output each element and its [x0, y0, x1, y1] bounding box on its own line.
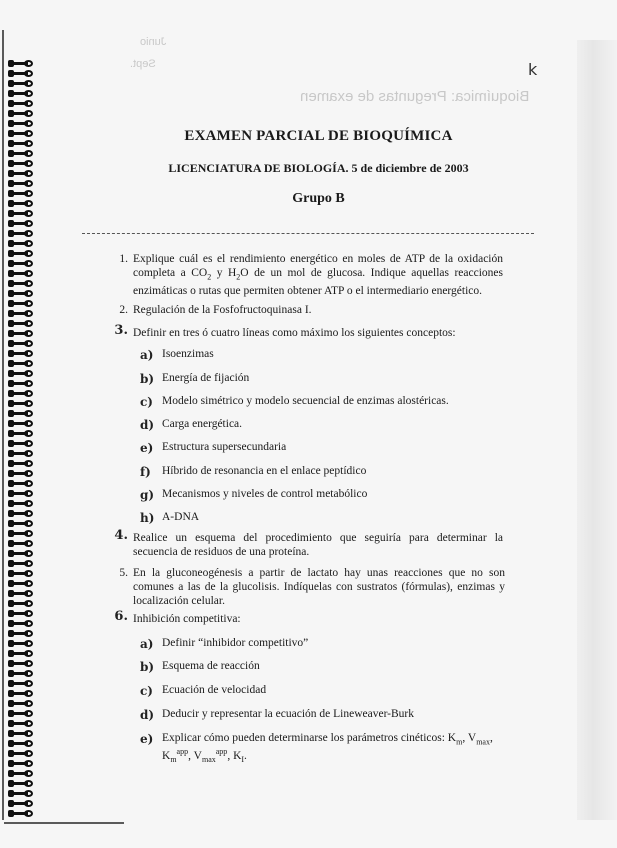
spiral-coil [6, 90, 36, 97]
page-edge-line [2, 30, 4, 820]
spiral-coil [6, 520, 36, 527]
spiral-coil [6, 330, 36, 337]
spiral-coil [6, 610, 36, 617]
spiral-coil [6, 720, 36, 727]
spiral-coil [6, 640, 36, 647]
spiral-coil [6, 670, 36, 677]
spiral-coil [6, 410, 36, 417]
spiral-coil [6, 750, 36, 757]
spiral-coil [6, 180, 36, 187]
spiral-coil [6, 790, 36, 797]
spiral-coil [6, 60, 36, 67]
question-number: 4. [114, 528, 128, 543]
spiral-coil [6, 730, 36, 737]
spiral-coil [6, 380, 36, 387]
question-text: Regulación de la Fosfofructoquinasa I. [133, 304, 312, 316]
spiral-coil [6, 390, 36, 397]
spiral-coil [6, 480, 36, 487]
spiral-coil [6, 240, 36, 247]
q6-item-e-line1: Explicar cómo pueden determinarse los parámetros cinéticos: $K_m$, $V_{max}$, [162, 732, 493, 747]
spiral-coil [6, 440, 36, 447]
spiral-coil [6, 290, 36, 297]
spiral-coil [6, 340, 36, 347]
question-number: 6. [114, 609, 128, 624]
scanned-page: Bioquímica: Preguntas de examen Junio Sept. k EXAMEN PARCIAL DE BIOQUÍMICA LICENCIATURA DE BIOLOGÍA. 5 de diciembre de 2003 Grupo B 1. Explique cuál es el rendimiento energético en moles de ATP de la oxidación completa a $CO_2$ y $H_2O$ de un mol de glucosa. Indique aquellas reacciones enzimáticas o rutas que permiten obtener ATP o el intermediario energético. 2. Regulación de la Fosfofructoquinasa I. 3. Definir en tres ó cuatro líneas como máximo los siguientes conceptos: a) Isoenzimas b) Energía de fijación c) Modelo simétrico y modelo secuencial de enzimas alostéricas. d) Carga energética. e) Estructura supersecundaria f) Híbrido de resonancia en el enlace peptídico g) Mecanismos y niveles de control metabólico h) A-DNA 4. Realice un esquema del procedimiento que seguiría para determinar la secuencia de residuos de una proteína. 5. En la gluconeogénesis a partir de lactato hay unas reacciones que no son comunes a las de la glucolisis. Indíquelas con sustratos (fórmulas), enzimas y localización celular. 6. Inhibición competitiva: a) Definir “inhibidor competitivo” b) Esquema de reacción c) Ecuación de velocidad d) Deducir y representar la ecuación de Lineweaver-Burk e) Explicar cómo pueden determinarse los parámetros cinéticos: $K_m$, $V_{max}$, $K_m^{app}$, $V_{max}^{app}$, $K_I$. [0, 0, 617, 848]
spiral-coil [6, 710, 36, 717]
spiral-coil [6, 230, 36, 237]
bleed-through-heading: Bioquímica: Preguntas de examen [300, 88, 530, 105]
spiral-coil [6, 700, 36, 707]
spiral-coil [6, 590, 36, 597]
spiral-coil [6, 810, 36, 817]
spiral-coil [6, 800, 36, 807]
exam-group: Grupo B [292, 191, 345, 206]
question-text: Inhibición competitiva: [133, 613, 241, 625]
page-bottom-edge [4, 822, 124, 824]
spiral-coil [6, 630, 36, 637]
question-text: Realice un esquema del procedimiento que seguiría para determinar la secuencia de residuos de una proteína. [133, 532, 503, 558]
spiral-coil [6, 540, 36, 547]
spiral-coil [6, 450, 36, 457]
question-text: Definir en tres ó cuatro líneas como máximo los siguientes conceptos: [133, 327, 456, 339]
question-number: 1. [119, 253, 128, 265]
spiral-coil [6, 780, 36, 787]
spiral-coil [6, 550, 36, 557]
spiral-coil [6, 120, 36, 127]
spiral-coil [6, 770, 36, 777]
spiral-coil [6, 260, 36, 267]
spiral-coil [6, 600, 36, 607]
spiral-coil [6, 560, 36, 567]
bleed-through-note-2: Sept. [130, 58, 156, 70]
spiral-coil [6, 220, 36, 227]
spiral-coil [6, 350, 36, 357]
spiral-coil [6, 310, 36, 317]
spiral-coil [6, 680, 36, 687]
question-number: 3. [114, 323, 128, 338]
header-divider [82, 233, 534, 234]
page-right-shadow [577, 40, 617, 820]
spiral-coil [6, 690, 36, 697]
spiral-coil [6, 420, 36, 427]
spiral-coil [6, 570, 36, 577]
spiral-coil [6, 360, 36, 367]
exam-title: EXAMEN PARCIAL DE BIOQUÍMICA [184, 128, 453, 144]
bleed-through-note-1: Junio [140, 36, 167, 48]
spiral-coil [6, 70, 36, 77]
q6-item-e-line2: $K_m^{app}$, $V_{max}^{app}$, $K_I$. [162, 747, 247, 765]
spiral-coil [6, 530, 36, 537]
spiral-coil [6, 80, 36, 87]
spiral-coil [6, 150, 36, 157]
spiral-coil [6, 740, 36, 747]
spiral-coil [6, 430, 36, 437]
spiral-coil [6, 620, 36, 627]
spiral-coil [6, 470, 36, 477]
exam-subtitle: LICENCIATURA DE BIOLOGÍA. 5 de diciembre de 2003 [168, 161, 469, 175]
spiral-coil [6, 280, 36, 287]
spiral-coil [6, 490, 36, 497]
spiral-coil [6, 650, 36, 657]
spiral-coil [6, 210, 36, 217]
spiral-coil [6, 460, 36, 467]
spiral-coil [6, 300, 36, 307]
question-number: 5. [119, 567, 128, 579]
spiral-coil [6, 370, 36, 377]
spiral-coil [6, 320, 36, 327]
spiral-coil [6, 510, 36, 517]
spiral-coil [6, 500, 36, 507]
spiral-coil [6, 250, 36, 257]
spiral-coil [6, 660, 36, 667]
spiral-coil [6, 100, 36, 107]
spiral-coil [6, 580, 36, 587]
spiral-coil [6, 110, 36, 117]
question-number: 2. [119, 304, 128, 316]
question-text: Explique cuál es el rendimiento energético en moles de ATP de la oxidación completa a $CO_2$ y $H_2O$ de un mol de glucosa. Indique aquellas reacciones enzimáticas o rutas que permiten obtener ATP o el intermediario energético. [133, 253, 504, 298]
spiral-coil [6, 400, 36, 407]
spiral-coil [6, 270, 36, 277]
question-text: En la gluconeogénesis a partir de lactato hay unas reacciones que no son comunes a las de la glucolisis. Indíquelas con sustratos (fórmulas), enzimas y localización celular. [133, 567, 505, 607]
spiral-coil [6, 760, 36, 767]
handwritten-corner-mark: k [528, 60, 538, 79]
